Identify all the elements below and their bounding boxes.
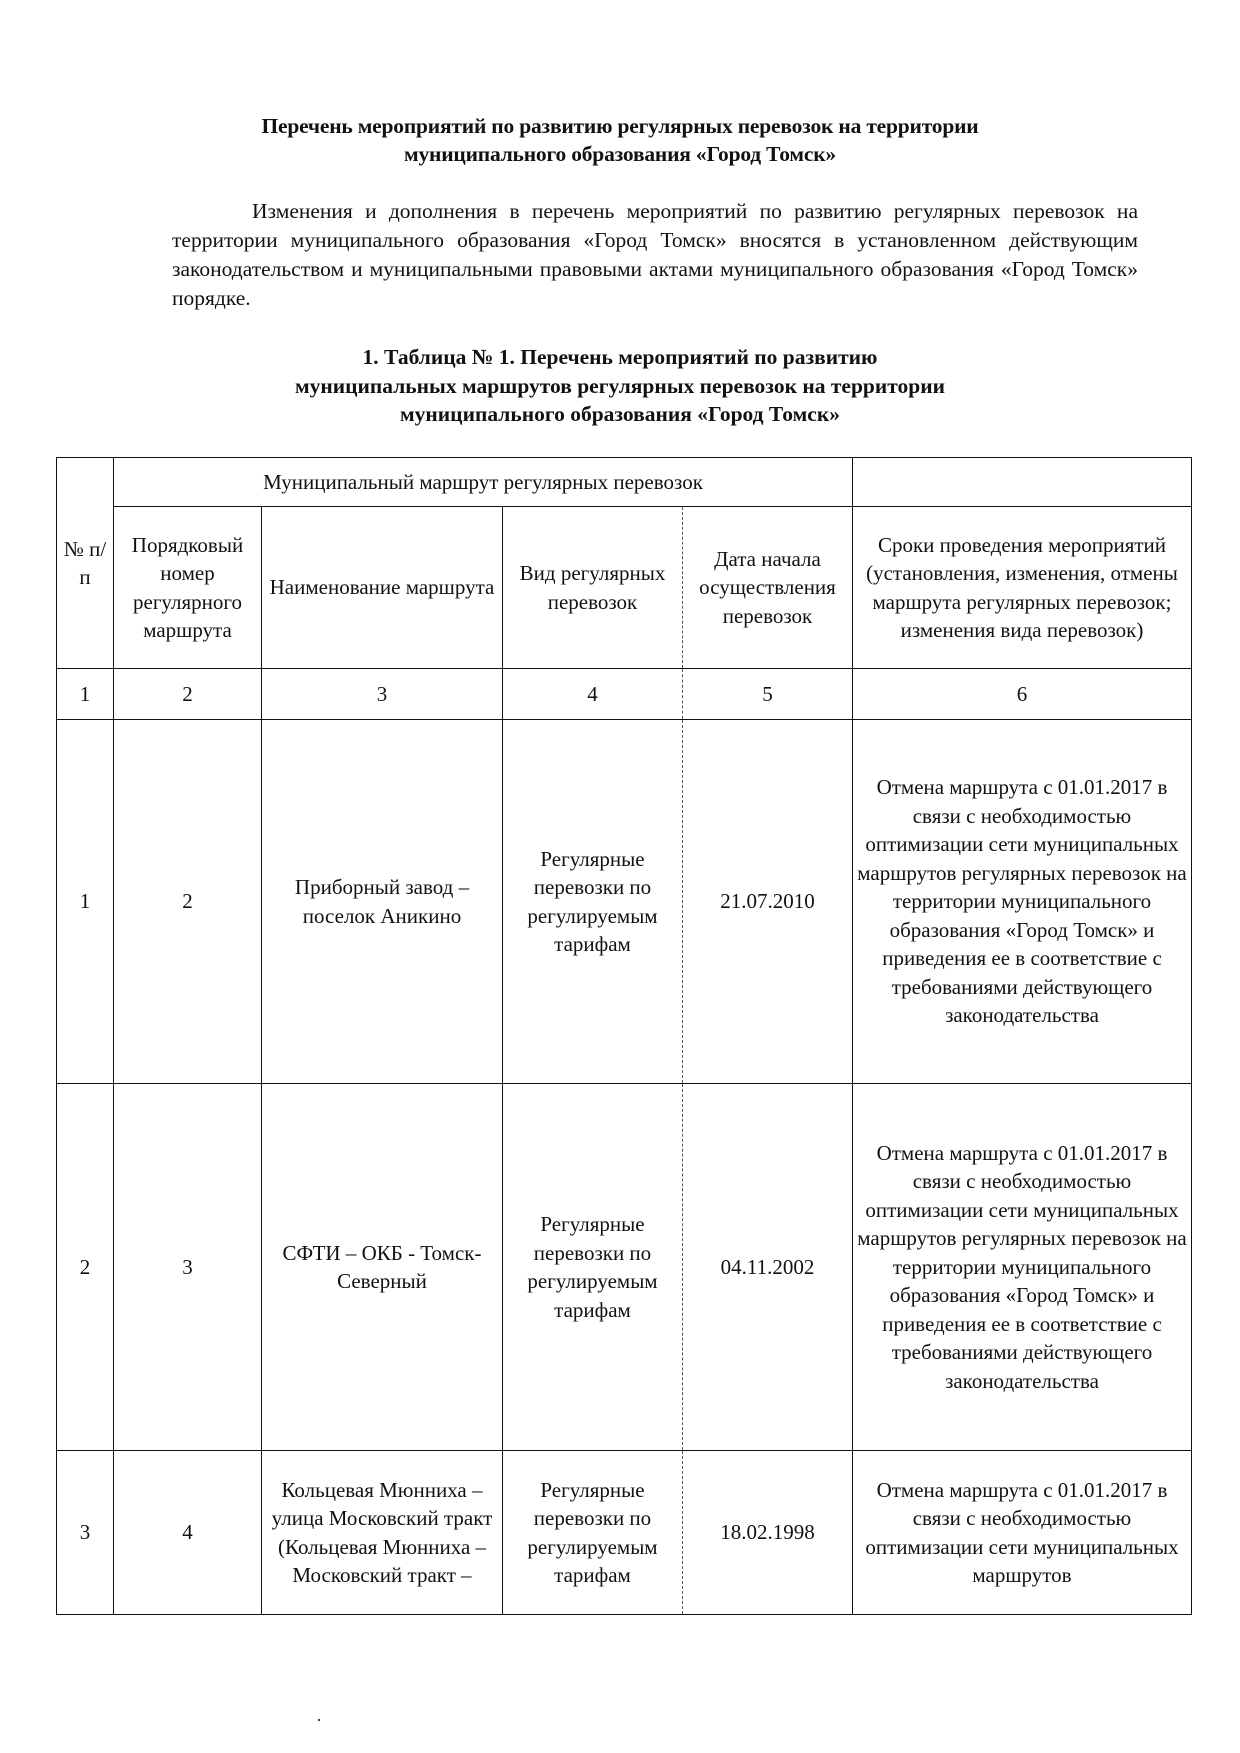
- column-header-transport-type: Вид регулярных перевозок: [503, 507, 683, 669]
- cell-route-number: 3: [114, 1084, 262, 1451]
- cell-route-name: СФТИ – ОКБ - Томск-Северный: [262, 1084, 503, 1451]
- group-header-route: Муниципальный маршрут регулярных перевозок: [114, 458, 853, 507]
- cell-route-number: 4: [114, 1451, 262, 1615]
- table-column-number-row: [57, 669, 1192, 720]
- column-header-start-date: Дата начала осуществления перевозок: [683, 507, 853, 669]
- group-header-empty: [853, 458, 1192, 507]
- cell-transport-type: Регулярные перевозки по регулируемым тарифам: [503, 1084, 683, 1451]
- table-title-line-2: муниципальных маршрутов регулярных перевозок на территории: [294, 373, 946, 398]
- cell-route-name: Кольцевая Мюнниха – улица Московский тракт (Кольцевая Мюнниха – Московский тракт –: [262, 1451, 503, 1615]
- column-number: 3: [262, 669, 503, 720]
- scan-artifact: [318, 1719, 320, 1721]
- column-header-measures: Сроки проведения мероприятий (установления, изменения, отмены маршрута регулярных перевозок; изменения вида перевозок): [853, 507, 1192, 669]
- cell-start-date: 18.02.1998: [683, 1451, 853, 1615]
- cell-route-name: Приборный завод – поселок Аникино: [262, 720, 503, 1084]
- table-row: [57, 1084, 1192, 1451]
- cell-route-number: 2: [114, 720, 262, 1084]
- column-number: 5: [683, 669, 853, 720]
- table-title: [150, 343, 1090, 429]
- cell-measures: Отмена маршрута с 01.01.2017 в связи с необходимостью оптимизации сети муниципальных маршрутов: [853, 1451, 1192, 1615]
- cell-index: 2: [57, 1084, 114, 1451]
- column-header-route-name: Наименование маршрута: [262, 507, 503, 669]
- intro-paragraph: Изменения и дополнения в перечень мероприятий по развитию регулярных перевозок на территории муниципального образования «Город Томск» вносятся в установленном действующим законодательством и муниципальными правовыми актами муниципального образования «Город Томск» порядке.: [172, 199, 1138, 310]
- cell-start-date: 04.11.2002: [683, 1084, 853, 1451]
- table-column-header-row: [57, 507, 1192, 669]
- table-title-line-1: 1. Таблица № 1. Перечень мероприятий по развитию: [362, 345, 878, 369]
- cell-measures: Отмена маршрута с 01.01.2017 в связи с необходимостью оптимизации сети муниципальных маршрутов регулярных перевозок на территории муниципального образования «Город Томск» и приведения ее в соответствие с требованиями действующего законодательства: [853, 1084, 1192, 1451]
- column-header-route-number: Порядковый номер регулярного маршрута: [114, 507, 262, 669]
- cell-index: 1: [57, 720, 114, 1084]
- column-number: 1: [57, 669, 114, 720]
- page-title-line-2: муниципального образования «Город Томск»: [404, 142, 836, 166]
- column-number: 2: [114, 669, 262, 720]
- cell-start-date: 21.07.2010: [683, 720, 853, 1084]
- column-number: 6: [853, 669, 1192, 720]
- routes-table: [56, 457, 1192, 1615]
- table-row: [57, 720, 1192, 1084]
- page-title: [150, 112, 1090, 168]
- cell-measures: Отмена маршрута с 01.01.2017 в связи с необходимостью оптимизации сети муниципальных маршрутов регулярных перевозок на территории муниципального образования «Город Томск» и приведения ее в соответствие с требованиями действующего законодательства: [853, 720, 1192, 1084]
- column-number: 4: [503, 669, 683, 720]
- table-row: [57, 1451, 1192, 1615]
- column-header-index: № п/п: [57, 458, 114, 669]
- page-title-line-1: Перечень мероприятий по развитию регулярных перевозок на территории: [261, 114, 979, 138]
- cell-transport-type: Регулярные перевозки по регулируемым тарифам: [503, 1451, 683, 1615]
- cell-index: 3: [57, 1451, 114, 1615]
- table-title-line-3: муниципального образования «Город Томск»: [400, 402, 840, 426]
- cell-transport-type: Регулярные перевозки по регулируемым тарифам: [503, 720, 683, 1084]
- table-group-header-row: [57, 458, 1192, 507]
